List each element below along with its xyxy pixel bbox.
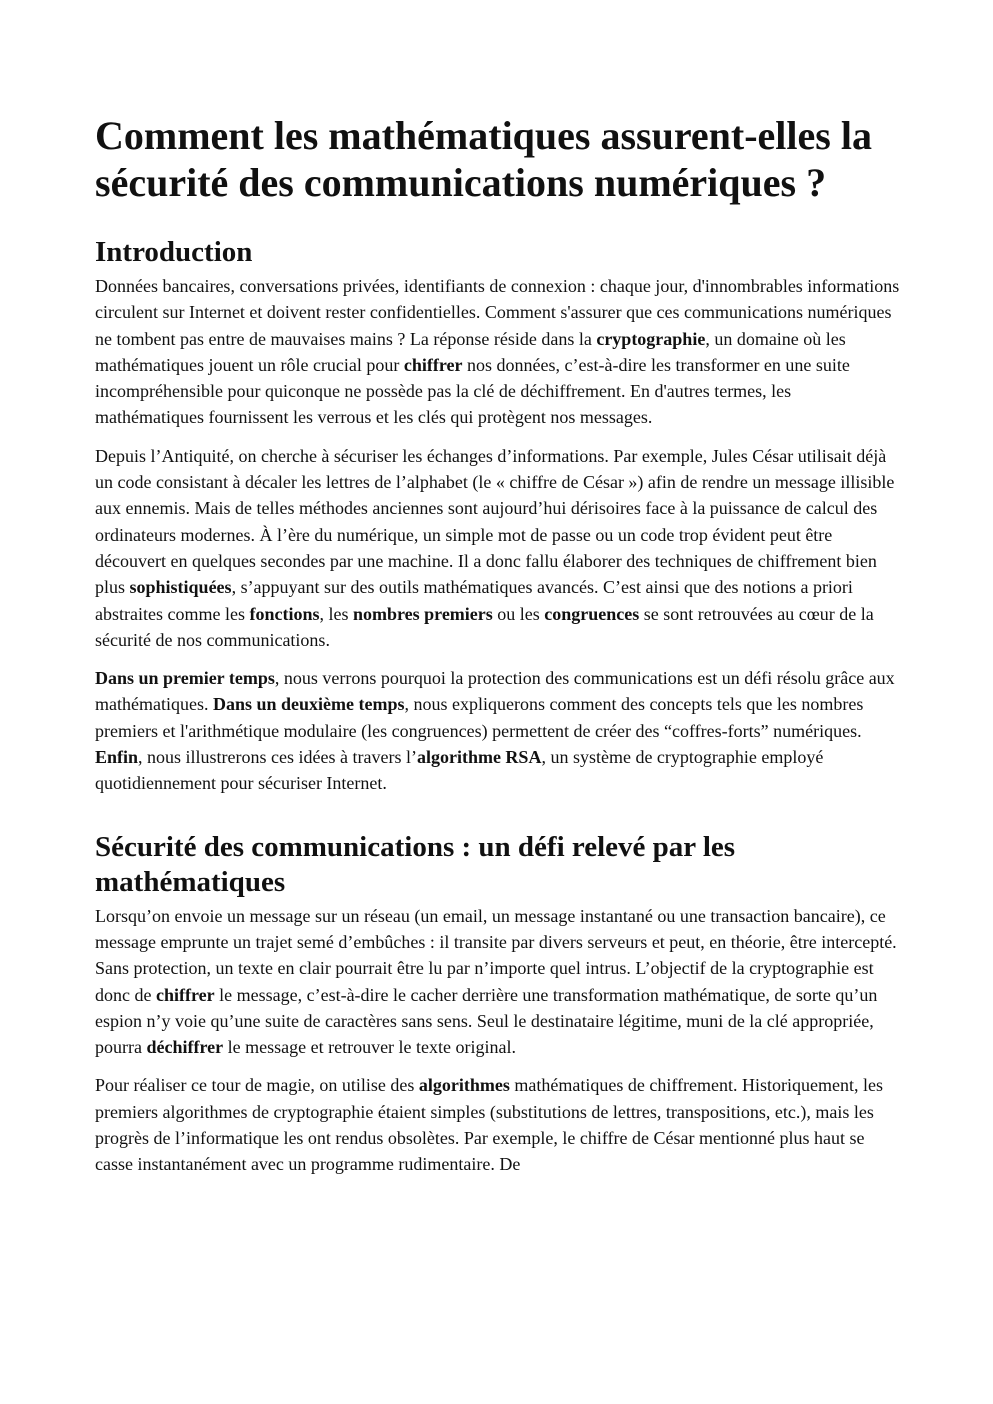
text-run: mathématiques de chiffrement. Historiquement, les premiers algorithmes de cryptographie étaient simples (substitutions de lettres, transpositions, etc.), mais les progrès de l’informatique les ont rendus obsolètes. Par exemple, le chiffre de César mentionné plus haut se casse instantanément avec un programme rudimentaire. De: [95, 1075, 883, 1175]
section-introduction: [95, 235, 900, 797]
section-securite: [95, 830, 900, 1178]
section-heading: Introduction: [95, 236, 253, 268]
bold-term: algorithmes: [418, 1075, 510, 1096]
bold-term: congruences: [544, 603, 640, 624]
bold-term: chiffrer: [155, 984, 215, 1005]
text-run: , nous verrons pourquoi la protection des communications est un défi résolu grâce aux mathématiques.: [95, 668, 895, 715]
text-run: , nous illustrerons ces idées à travers l’: [138, 747, 417, 768]
bold-term: déchiffrer: [146, 1037, 224, 1058]
bold-term: Dans un premier temps: [95, 668, 275, 689]
text-run: , un système de cryptographie employé quotidiennement pour sécuriser Internet.: [95, 747, 824, 794]
text-run: Lorsqu’on envoie un message sur un réseau (un email, un message instantané ou une transaction bancaire), ce message emprunte un trajet semé d’embûches : il transite par divers serveurs et peut, en théorie, être intercepté. Sans protection, un texte en clair pourrait être lu par n’importe quel intrus. L’objectif de la cryptographie est donc de: [95, 905, 897, 1005]
text-run: se sont retrouvées au cœur de la sécurité de nos communications.: [95, 603, 874, 650]
text-run: Données bancaires, conversations privées, identifiants de connexion : chaque jour, d'innombrables informations circulent sur Internet et doivent rester confidentielles. Comment s'assurer que ces communications numériques ne tombent pas entre de mauvaises mains ? La réponse réside dans la: [95, 276, 900, 349]
paragraph: [95, 443, 900, 653]
bold-term: sophistiquées: [129, 577, 232, 598]
bold-term: algorithme RSA: [416, 747, 542, 768]
section-heading: Sécurité des communications : un défi relevé par les mathématiques: [95, 830, 736, 898]
bold-term: fonctions: [249, 603, 320, 624]
paragraph: [95, 273, 900, 431]
text-run: le message et retrouver le texte original.: [223, 1037, 517, 1058]
bold-term: chiffrer: [403, 354, 463, 375]
text-run: nos données, c’est-à-dire les transformer en une suite incompréhensible pour quiconque ne possède pas la clé de déchiffrement. En d'autres termes, les mathématiques fournissent les verrous et les clés qui protègent nos messages.: [95, 354, 850, 428]
text-run: ou les: [492, 603, 545, 624]
text-run: Pour réaliser ce tour de magie, on utilise des: [95, 1075, 419, 1096]
bold-term: cryptographie: [596, 328, 706, 349]
text-run: , un domaine où les mathématiques jouent un rôle crucial pour: [95, 328, 846, 375]
bold-term: Dans un deuxième temps: [212, 694, 405, 715]
document-title: Comment les mathématiques assurent-elles la sécurité des communications numériques ?: [95, 113, 872, 205]
text-run: , nous expliquerons comment des concepts tels que les nombres premiers et l'arithmétique modulaire (les congruences) permettent de créer des “coffres-forts” numériques.: [95, 694, 864, 741]
text-run: , les: [319, 603, 353, 624]
bold-term: Enfin: [95, 747, 139, 768]
text-run: le message, c’est-à-dire le cacher derrière une transformation mathématique, de sorte qu’un espion n’y voie qu’une suite de caractères sans sens. Seul le destinataire légitime, muni de la clé appropriée, pourra: [95, 984, 878, 1058]
document-page: [95, 112, 900, 1190]
text-run: Depuis l’Antiquité, on cherche à sécuriser les échanges d’informations. Par exemple, Jules César utilisait déjà un code consistant à décaler les lettres de l’alphabet (le « chiffre de César ») afin de rendre un message illisible aux ennemis. Mais de telles méthodes anciennes sont aujourd’hui dérisoires face à la puissance de calcul des ordinateurs modernes. À l’ère du numérique, un simple mot de passe ou un code trop évident peut être découvert en quelques secondes par une machine. Il a donc fallu élaborer des techniques de chiffrement bien plus: [95, 445, 895, 598]
bold-term: nombres premiers: [352, 603, 493, 624]
text-run: , s’appuyant sur des outils mathématiques avancés. C’est ainsi que des notions a priori abstraites comme les: [95, 577, 853, 624]
paragraph: [95, 665, 900, 796]
paragraph: [95, 1072, 900, 1177]
paragraph: [95, 903, 900, 1061]
